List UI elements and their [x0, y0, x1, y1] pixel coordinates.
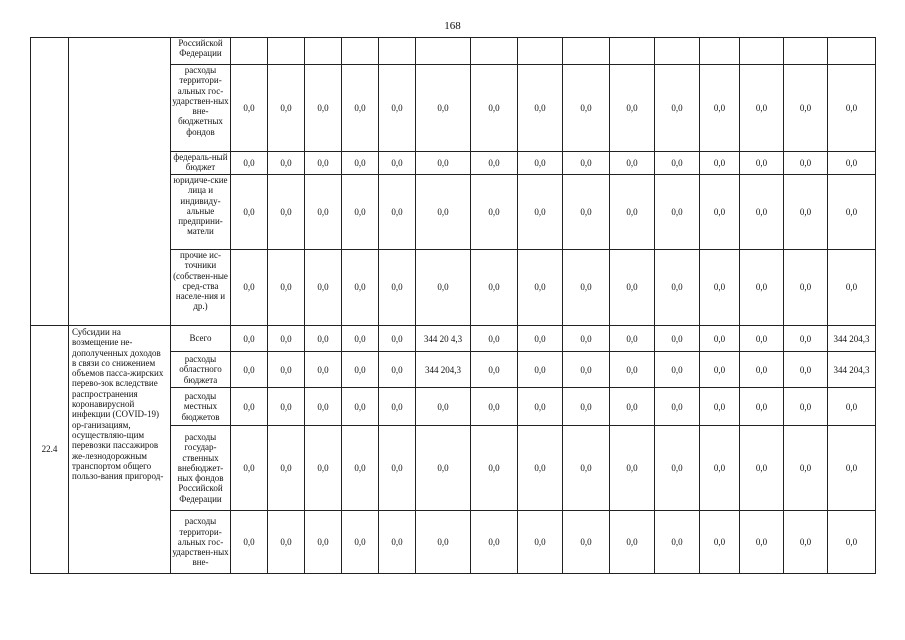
value-cell: 344 20 4,3: [416, 326, 471, 352]
value-cell: 0,0: [342, 250, 379, 326]
funding-source-cell: федераль-ный бюджет: [171, 152, 231, 175]
value-cell: 0,0: [828, 426, 876, 511]
value-cell: 0,0: [268, 426, 305, 511]
value-cell: 0,0: [700, 352, 740, 388]
value-cell: 0,0: [655, 352, 700, 388]
value-cell: 0,0: [268, 352, 305, 388]
value-cell: 0,0: [471, 388, 518, 426]
value-cell: 0,0: [700, 511, 740, 574]
value-cell: 0,0: [518, 175, 563, 250]
value-cell: [700, 38, 740, 65]
value-cell: 0,0: [342, 152, 379, 175]
value-cell: 344 204,3: [416, 352, 471, 388]
value-cell: 0,0: [784, 326, 828, 352]
value-cell: 0,0: [610, 426, 655, 511]
value-cell: 0,0: [740, 352, 784, 388]
value-cell: 0,0: [268, 388, 305, 426]
value-cell: [740, 38, 784, 65]
value-cell: 0,0: [342, 511, 379, 574]
value-cell: 0,0: [305, 426, 342, 511]
value-cell: 0,0: [471, 326, 518, 352]
funding-source-cell: прочие ис-точники (собствен-ные сред-ства населе-ния и др.): [171, 250, 231, 326]
value-cell: 0,0: [231, 326, 268, 352]
value-cell: 0,0: [379, 175, 416, 250]
value-cell: [784, 38, 828, 65]
value-cell: 0,0: [828, 175, 876, 250]
value-cell: 0,0: [231, 388, 268, 426]
value-cell: 0,0: [563, 250, 610, 326]
value-cell: 0,0: [342, 388, 379, 426]
value-cell: 0,0: [740, 511, 784, 574]
value-cell: [563, 38, 610, 65]
value-cell: 0,0: [518, 388, 563, 426]
value-cell: 0,0: [740, 426, 784, 511]
value-cell: 0,0: [379, 426, 416, 511]
value-cell: 0,0: [610, 511, 655, 574]
value-cell: 0,0: [700, 250, 740, 326]
value-cell: 0,0: [784, 250, 828, 326]
value-cell: 0,0: [563, 352, 610, 388]
value-cell: 0,0: [379, 326, 416, 352]
value-cell: 344 204,3: [828, 326, 876, 352]
value-cell: 0,0: [655, 65, 700, 152]
budget-table: [30, 37, 876, 574]
value-cell: 0,0: [471, 352, 518, 388]
value-cell: 0,0: [231, 152, 268, 175]
value-cell: 0,0: [655, 152, 700, 175]
funding-source-cell: расходы территори-альных гос-ударствен-ных вне-: [171, 511, 231, 574]
value-cell: 0,0: [231, 65, 268, 152]
value-cell: 0,0: [784, 175, 828, 250]
value-cell: [231, 38, 268, 65]
value-cell: 0,0: [784, 65, 828, 152]
value-cell: 0,0: [610, 65, 655, 152]
value-cell: 0,0: [471, 175, 518, 250]
value-cell: 0,0: [342, 326, 379, 352]
value-cell: 0,0: [416, 388, 471, 426]
value-cell: 0,0: [700, 175, 740, 250]
value-cell: 0,0: [471, 511, 518, 574]
value-cell: [828, 38, 876, 65]
value-cell: 0,0: [268, 152, 305, 175]
value-cell: 0,0: [268, 250, 305, 326]
value-cell: 0,0: [740, 388, 784, 426]
value-cell: 0,0: [828, 250, 876, 326]
value-cell: 0,0: [231, 175, 268, 250]
value-cell: [416, 38, 471, 65]
row-number: 22.4: [31, 326, 69, 574]
value-cell: [610, 38, 655, 65]
value-cell: 0,0: [416, 511, 471, 574]
funding-source-cell: Всего: [171, 326, 231, 352]
table-row: [31, 326, 876, 352]
value-cell: 0,0: [342, 65, 379, 152]
value-cell: 0,0: [700, 388, 740, 426]
value-cell: 0,0: [231, 250, 268, 326]
value-cell: [305, 38, 342, 65]
funding-source-cell: юридиче-ские лица и индивиду-альные предприни-матели: [171, 175, 231, 250]
value-cell: [471, 38, 518, 65]
value-cell: 0,0: [305, 352, 342, 388]
value-cell: 0,0: [700, 426, 740, 511]
value-cell: 0,0: [700, 65, 740, 152]
value-cell: 0,0: [518, 65, 563, 152]
value-cell: 0,0: [416, 152, 471, 175]
value-cell: 0,0: [416, 175, 471, 250]
value-cell: 0,0: [563, 388, 610, 426]
value-cell: 0,0: [379, 352, 416, 388]
value-cell: 0,0: [268, 511, 305, 574]
value-cell: 0,0: [305, 65, 342, 152]
value-cell: [268, 38, 305, 65]
value-cell: 0,0: [655, 388, 700, 426]
value-cell: 0,0: [305, 388, 342, 426]
value-cell: 0,0: [655, 511, 700, 574]
value-cell: 0,0: [305, 511, 342, 574]
value-cell: 0,0: [268, 65, 305, 152]
funding-source-cell: расходы областного бюджета: [171, 352, 231, 388]
value-cell: 0,0: [518, 426, 563, 511]
funding-source-cell: расходы государ-ственных внебюджет-ных фондов Российской Федерации: [171, 426, 231, 511]
value-cell: 0,0: [700, 326, 740, 352]
table-row: [31, 38, 876, 65]
value-cell: 0,0: [268, 326, 305, 352]
value-cell: 0,0: [342, 426, 379, 511]
value-cell: 0,0: [828, 65, 876, 152]
value-cell: 0,0: [416, 426, 471, 511]
value-cell: 0,0: [342, 175, 379, 250]
value-cell: 0,0: [231, 352, 268, 388]
value-cell: 0,0: [518, 250, 563, 326]
value-cell: 0,0: [784, 511, 828, 574]
value-cell: 0,0: [610, 326, 655, 352]
value-cell: 0,0: [379, 388, 416, 426]
value-cell: 0,0: [231, 511, 268, 574]
number-cell-empty: [31, 38, 69, 326]
row-description: Субсидии на возмещение не-дополученных доходов в связи со снижением объемов пасса-жирских перево-зок вследствие распространения коронавирусной инфекции (COVID-19) ор-ганизациям, осуществляю-щим перевозки пассажиров же-лезнодорожным транспортом общего пользо-вания пригород-: [69, 326, 171, 574]
value-cell: 0,0: [740, 65, 784, 152]
description-cell-empty: [69, 38, 171, 326]
value-cell: 0,0: [828, 388, 876, 426]
value-cell: 0,0: [416, 250, 471, 326]
value-cell: 0,0: [305, 250, 342, 326]
funding-source-cell: расходы местных бюджетов: [171, 388, 231, 426]
value-cell: 0,0: [655, 250, 700, 326]
funding-source-cell: расходы территори-альных гос-ударствен-ных вне-бюджетных фондов: [171, 65, 231, 152]
funding-source-cell: Российской Федерации: [171, 38, 231, 65]
value-cell: [342, 38, 379, 65]
value-cell: [379, 38, 416, 65]
value-cell: 0,0: [655, 326, 700, 352]
page-number: 168: [444, 20, 461, 32]
value-cell: [655, 38, 700, 65]
value-cell: 0,0: [471, 65, 518, 152]
value-cell: 0,0: [563, 511, 610, 574]
value-cell: 0,0: [518, 511, 563, 574]
value-cell: 0,0: [655, 175, 700, 250]
value-cell: 0,0: [471, 250, 518, 326]
value-cell: 0,0: [563, 65, 610, 152]
value-cell: 0,0: [740, 175, 784, 250]
value-cell: 0,0: [379, 65, 416, 152]
value-cell: 0,0: [784, 426, 828, 511]
value-cell: 0,0: [610, 250, 655, 326]
value-cell: 0,0: [268, 175, 305, 250]
value-cell: 0,0: [828, 152, 876, 175]
value-cell: 0,0: [610, 352, 655, 388]
value-cell: 0,0: [379, 511, 416, 574]
value-cell: 0,0: [231, 426, 268, 511]
value-cell: 0,0: [518, 352, 563, 388]
value-cell: 0,0: [740, 326, 784, 352]
value-cell: 0,0: [828, 511, 876, 574]
value-cell: 0,0: [740, 250, 784, 326]
value-cell: 0,0: [342, 352, 379, 388]
value-cell: 344 204,3: [828, 352, 876, 388]
value-cell: 0,0: [610, 388, 655, 426]
value-cell: 0,0: [610, 152, 655, 175]
value-cell: 0,0: [518, 152, 563, 175]
value-cell: 0,0: [563, 175, 610, 250]
value-cell: 0,0: [740, 152, 784, 175]
value-cell: 0,0: [563, 152, 610, 175]
value-cell: 0,0: [563, 426, 610, 511]
value-cell: 0,0: [305, 175, 342, 250]
value-cell: 0,0: [784, 152, 828, 175]
value-cell: 0,0: [379, 250, 416, 326]
value-cell: 0,0: [610, 175, 655, 250]
value-cell: [518, 38, 563, 65]
value-cell: 0,0: [563, 326, 610, 352]
value-cell: 0,0: [471, 426, 518, 511]
value-cell: 0,0: [784, 388, 828, 426]
value-cell: 0,0: [655, 426, 700, 511]
value-cell: 0,0: [379, 152, 416, 175]
value-cell: 0,0: [471, 152, 518, 175]
value-cell: 0,0: [305, 152, 342, 175]
value-cell: 0,0: [784, 352, 828, 388]
value-cell: 0,0: [305, 326, 342, 352]
value-cell: 0,0: [518, 326, 563, 352]
value-cell: 0,0: [700, 152, 740, 175]
value-cell: 0,0: [416, 65, 471, 152]
